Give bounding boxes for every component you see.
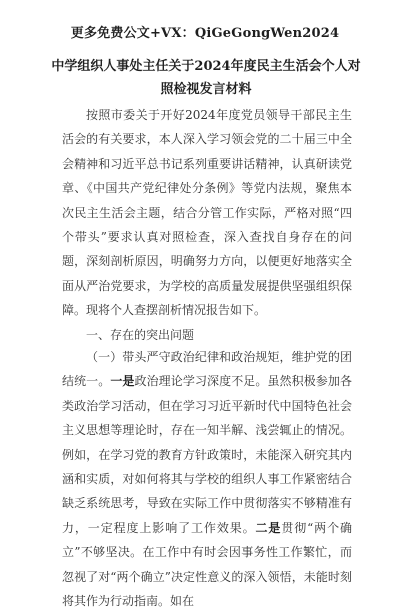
header-note: 更多免费公文+VX：QiGeGongWen2024 bbox=[70, 26, 340, 41]
problems-paragraph bbox=[62, 345, 352, 613]
subsection-lead: （一）带头严守政治纪律和政治规矩，维护党的团结统一。 bbox=[62, 350, 352, 389]
point-two-lead: 二是 bbox=[255, 520, 282, 535]
section-heading: 一、存在的突出问题 bbox=[86, 328, 195, 342]
point-two-text: 贯彻“两个确立”不够坚决。在工作中有时会因事务性工作繁忙，而忽视了对“两个确立”决定性意义的深入领悟，未能时刻将其作为行动指南。如在 bbox=[62, 520, 352, 609]
document-title: 中学组织人事处主任关于2024年度民主生活会个人对照检视发言材料 bbox=[51, 59, 361, 97]
point-one-lead: 一是 bbox=[110, 374, 135, 389]
intro-paragraph: 按照市委关于开好2024年度党员领导干部民主生活会的有关要求，本人深入学习领会党的二十届三中全会精神和习近平总书记系列重要讲话精神，认真研读党章、《中国共产党纪律处分条例》等党内法规，聚焦本次民主生活会主题，结合分管工作实际，严格对照“四个带头”要求认真对照检查，深入查找自身存在的问题，深刻剖析原因，明确努力方向，以便更好地落实全面从严治党要求，为学校的高质量发展提供坚强组织保障。现将个人查摆剖析情况报告如下。 bbox=[62, 108, 352, 318]
point-one-text: 政治理论学习深度不足。虽然积极参加各类政治学习活动，但在学习习近平新时代中国特色社会主义思想等理论时，存在一知半解、浅尝辄止的情况。例如，在学习党的教育方针政策时，未能深入研究其内涵和实质，对如何将其与学校的组织人事工作紧密结合缺乏系统思考，导致在实际工作中贯彻落实不够精准有力，一定程度上影响了工作效果。 bbox=[62, 374, 352, 535]
